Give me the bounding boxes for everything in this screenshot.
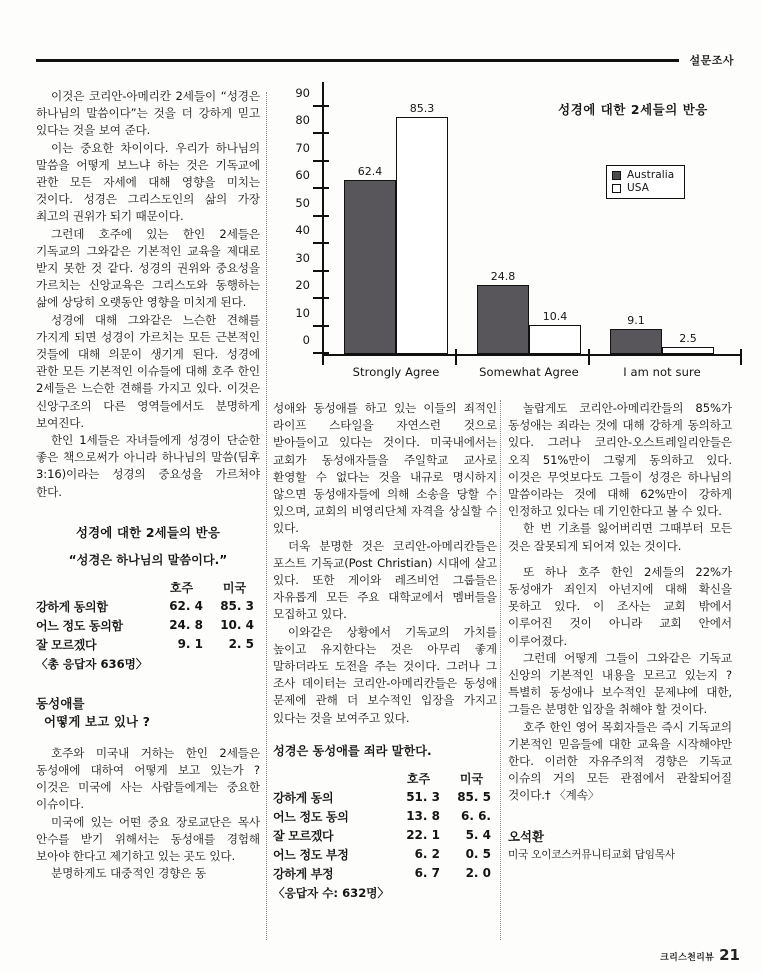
table1-quote: “성경은 하나님의 말씀이다.” bbox=[68, 552, 228, 567]
bible-response-bar-chart bbox=[276, 88, 754, 393]
byline-author-role: 미국 오이코스커뮤니티교회 답임목사 bbox=[508, 848, 675, 861]
paragraph: 이는 중요한 차이이다. 우리가 하나님의 말씀을 어떻게 보느냐 하는 것은 기독교에 관한 모든 자세에 대해 영향을 미치는 것이다. 성경은 그리스도인의 삶의 가장 최고의 권위가 되기 때문이다. bbox=[36, 140, 260, 224]
y-tick-label-50: 50 bbox=[295, 195, 310, 210]
paragraph: 그런데 호주에 있는 한인 2세들은 기독교의 그와같은 기본적인 교육을 제대로 받지 못한 것 같다. 성경의 권위와 중요성을 가르치는 신앙교육은 그리스도와 동행하는 삶에 상당히 오랫동안 영향을 미치게 된다. bbox=[36, 226, 260, 310]
y-tick-label-40: 40 bbox=[295, 223, 310, 238]
table1-col-1: 호주 bbox=[169, 580, 194, 595]
bar-value-10-4: 10.4 bbox=[542, 310, 568, 323]
table1-row1-label: 어느 정도 동의함 bbox=[36, 618, 123, 633]
table-row bbox=[36, 597, 260, 616]
y-tick-70 bbox=[313, 160, 329, 162]
table2-row4-us: 2. 0 bbox=[465, 866, 491, 881]
table-row bbox=[273, 807, 497, 826]
paragraph: 그런데 어떻게 그들이 그와같은 기독교 신앙의 기본적인 내용을 모르고 있는지 ? 특별히 동성애나 보수적인 문제냐에 대한, 그들은 분명한 입장을 취해야 할 것이다. bbox=[508, 650, 732, 717]
x-axis bbox=[322, 354, 742, 356]
table2-row4-au: 6. 7 bbox=[414, 866, 440, 881]
table1-row2-au: 9. 1 bbox=[177, 637, 203, 652]
paragraph: 성애와 동성애를 하고 있는 이들의 죄적인 라이프 스타일을 자연스런 것으로 받아들이고 있다는 것이다. 미국내에서는 교회가 동성애자들을 주일학교 교사로 환영할 수 없다는 것을 내규로 명시하지 않으면 동성애자들에 의해 소송을 당할 수 있으며, 교회의 비영리단체 자격을 상실할 수 있다. bbox=[273, 401, 497, 536]
x-tick-2 bbox=[588, 349, 590, 365]
x-category-label-strongly-agree: Strongly Agree bbox=[352, 365, 440, 379]
paragraph: 호주 한인 영어 목회자들은 즉시 기독교의 기본적인 믿음들에 대한 교육을 시작해야만 한다. 이러한 자유주의적 경향은 기독교 이슈의 거의 모든 관점에서 관찰되어질 것이다.† 〈계속〉 bbox=[508, 719, 732, 803]
footer-page-number: 21 bbox=[719, 946, 740, 964]
table-row bbox=[273, 845, 497, 864]
y-tick-60 bbox=[313, 187, 329, 189]
byline-author-name: 오석환 bbox=[508, 828, 544, 844]
survey-table-homosexuality-sin bbox=[273, 769, 497, 883]
bar-value-85-3: 85.3 bbox=[409, 101, 435, 115]
column-middle bbox=[273, 400, 497, 940]
y-tick-50 bbox=[313, 215, 329, 217]
paragraph: 더욱 분명한 것은 코리안-아메리칸들은 포스트 기독교(Post Christian) 시대에 살고 있다. 또한 게이와 레즈비언 그룹들은 자유롭게 모든 주요 대학교에서 멤버들을 모집하고 있다. bbox=[273, 538, 497, 622]
table2-row0-label: 강하게 동의 bbox=[273, 790, 334, 805]
x-tick-end bbox=[740, 349, 742, 365]
header-rule bbox=[36, 59, 679, 62]
table2-row3-us: 0. 5 bbox=[465, 847, 491, 862]
x-tick-1 bbox=[455, 349, 457, 365]
table1-heading: 성경에 대한 2세들의 반응 bbox=[75, 524, 221, 540]
section-heading-homosexuality-line2: 어떻게 보고 있나 ? bbox=[44, 713, 151, 729]
bar-value-62-4: 62.4 bbox=[357, 165, 383, 179]
chart-plot-area bbox=[295, 86, 742, 379]
table2-row1-label: 어느 정도 동의 bbox=[273, 809, 349, 824]
table-header-row bbox=[36, 578, 260, 597]
table2-row4-label: 강하게 부정 bbox=[273, 866, 334, 881]
y-tick-30 bbox=[313, 270, 329, 272]
table-row bbox=[36, 616, 260, 635]
x-category-label-not-sure: I am not sure bbox=[623, 365, 701, 379]
table-row bbox=[273, 788, 497, 807]
paragraph: 이것은 코리안-아메리칸 2세들이 “성경은 하나님의 말씀이다”는 것을 더 강하게 믿고 있다는 것을 보여 준다. bbox=[36, 89, 260, 138]
table2-row2-label: 잘 모르겠다 bbox=[273, 828, 334, 843]
table1-row0-au: 62. 4 bbox=[169, 599, 203, 614]
legend-label-australia: Australia bbox=[627, 169, 675, 181]
y-tick-10 bbox=[313, 325, 329, 327]
table1-row0-us: 85. 3 bbox=[220, 599, 254, 614]
table2-row0-us: 85. 5 bbox=[457, 790, 491, 805]
table1-row2-us: 2. 5 bbox=[228, 637, 254, 652]
table1-row1-au: 24. 8 bbox=[169, 618, 203, 633]
table2-row2-us: 5. 4 bbox=[465, 828, 491, 843]
paragraph: 이와같은 상황에서 기독교의 가치를 높이고 유지한다는 것은 아무리 좋게 말하더라도 도전을 주는 것이다. 그러나 그 조사 데이터는 코리안-아메리칸들은 동성애 문제에 관해 더 보수적인 입장을 가지고 있다는 것을 보여주고 있다. bbox=[273, 624, 497, 725]
paragraph: 성경에 대해 그와같은 느슨한 견해를 가지게 되면 성경이 가르치는 모든 근본적인 것들에 대해 의문이 생기게 된다. 성경에 관한 모든 기본적인 이슈들에 대해 호주 한인 2세들은 느슨한 견해를 가지고 있다. 이것은 신앙구조의 다른 영역들에서도 분명하게 보여진다. bbox=[36, 312, 260, 430]
table1-col-0 bbox=[36, 578, 154, 597]
table1-col-2: 미국 bbox=[222, 580, 247, 595]
y-tick-label-80: 80 bbox=[295, 113, 310, 128]
table-row bbox=[36, 635, 260, 654]
table2-row1-us: 6. 6. bbox=[461, 809, 491, 824]
y-tick-80 bbox=[313, 132, 329, 134]
paragraph: 또 하나 호주 한인 2세들의 22%가 동성애가 죄인지 아넌지에 대해 확신을 못하고 있다. 이 조사는 교회 밖에서 이루어진 것이 아니라 교회 안에서 이루어졌다. bbox=[508, 564, 732, 648]
footer-publication-name: 크리스천리뷰 bbox=[660, 953, 715, 963]
y-tick-40 bbox=[313, 242, 329, 244]
column-left bbox=[36, 88, 260, 940]
table-header-row bbox=[273, 769, 497, 788]
table-row bbox=[273, 826, 497, 845]
y-tick-20 bbox=[313, 297, 329, 299]
chart-title: 성경에 대한 2세들의 반응 bbox=[558, 102, 708, 117]
survey-table-bible-response bbox=[36, 578, 260, 654]
bar-usa-somewhat-agree bbox=[529, 310, 581, 354]
bar-usa-not-sure bbox=[662, 332, 714, 354]
section-heading-homosexuality-line1: 동성애를 bbox=[36, 695, 85, 711]
page-header bbox=[36, 52, 742, 68]
bar-australia-not-sure bbox=[610, 313, 662, 354]
section-title: 설문조사 bbox=[689, 54, 734, 67]
y-tick-0 bbox=[313, 352, 329, 354]
page-footer bbox=[660, 946, 740, 964]
y-tick-label-0: 0 bbox=[302, 333, 310, 347]
x-tick-start bbox=[322, 349, 324, 365]
table2-note: 〈응답자 수: 632명〉 bbox=[273, 885, 390, 900]
table2-row3-label: 어느 정도 부정 bbox=[273, 847, 349, 862]
bar-value-9-1: 9.1 bbox=[627, 313, 645, 327]
y-tick-label-20: 20 bbox=[295, 278, 310, 293]
column-divider-1 bbox=[266, 92, 267, 940]
table1-row1-us: 10. 4 bbox=[220, 618, 254, 633]
y-tick-label-30: 30 bbox=[295, 250, 310, 265]
table2-row2-au: 22. 1 bbox=[406, 828, 440, 843]
paragraph: 놀랍게도 코리안-아메리칸들의 85%가 동성애는 죄라는 것에 대해 강하게 동의하고 있다. 그러나 코리안-오스트레일리안들은 오직 51%만이 그렇게 동의하고 있다. 이것은 무엇보다도 그들이 성경은 하나님의 말씀이라는 것에 대해 62%만이 강하게 인정하고 있다는 데 기인한다고 볼 수 있다. bbox=[508, 401, 732, 519]
column-divider-2 bbox=[500, 400, 501, 940]
table1-row2-label: 잘 모르겠다 bbox=[36, 637, 97, 652]
y-tick-label-90: 90 bbox=[295, 86, 310, 100]
y-tick-90 bbox=[313, 105, 329, 107]
paragraph: 호주와 미국내 거하는 한인 2세들은 동성애에 대하여 어떻게 보고 있는가 ? 이것은 미국에 사는 사람들에게는 중요한 이슈이다. bbox=[36, 745, 260, 812]
table2-row3-au: 6. 2 bbox=[414, 847, 440, 862]
bar-australia-strongly-agree bbox=[344, 165, 396, 354]
table2-col-0 bbox=[273, 769, 391, 788]
column-right bbox=[508, 400, 732, 940]
bar-australia-somewhat-agree bbox=[477, 270, 529, 354]
table1-row0-label: 강하게 동의함 bbox=[36, 599, 108, 614]
bar-usa-strongly-agree bbox=[396, 101, 448, 354]
table2-col-1: 호주 bbox=[406, 771, 431, 786]
table1-note: 〈총 응답자 636명〉 bbox=[36, 656, 148, 671]
paragraph: 한인 1세들은 자녀들에게 성경이 단순한 좋은 책으로써가 아니라 하나님의 말씀(딤후 3:16)이라는 성경의 중요성을 가르쳐야 한다. bbox=[36, 433, 260, 499]
y-axis bbox=[322, 82, 324, 356]
table2-row1-au: 13. 8 bbox=[406, 809, 440, 824]
bar-value-2-5: 2.5 bbox=[679, 332, 697, 345]
paragraph: 한 번 기초를 잃어버리면 그때부터 모든 것은 잘못되게 되어져 있는 것이다. bbox=[508, 521, 732, 553]
bar-value-24-8: 24.8 bbox=[490, 270, 516, 283]
table2-statement: 성경은 동성애를 죄라 말한다. bbox=[273, 743, 432, 758]
paragraph: 분명하게도 대중적인 경향은 동 bbox=[51, 866, 207, 881]
y-tick-label-10: 10 bbox=[295, 305, 310, 320]
table2-col-2: 미국 bbox=[459, 771, 484, 786]
paragraph: 미국에 있는 어떤 중요 장로교단은 목사 안수를 받기 위해서는 동성애를 경험해 보아야 한다고 제기하고 있는 곳도 있다. bbox=[36, 814, 260, 864]
legend-label-usa: USA bbox=[627, 182, 650, 194]
table-row bbox=[273, 864, 497, 883]
table2-row0-au: 51. 3 bbox=[406, 790, 440, 805]
y-tick-label-70: 70 bbox=[295, 140, 310, 155]
x-category-label-somewhat-agree: Somewhat Agree bbox=[479, 365, 579, 379]
y-tick-label-60: 60 bbox=[295, 168, 310, 183]
